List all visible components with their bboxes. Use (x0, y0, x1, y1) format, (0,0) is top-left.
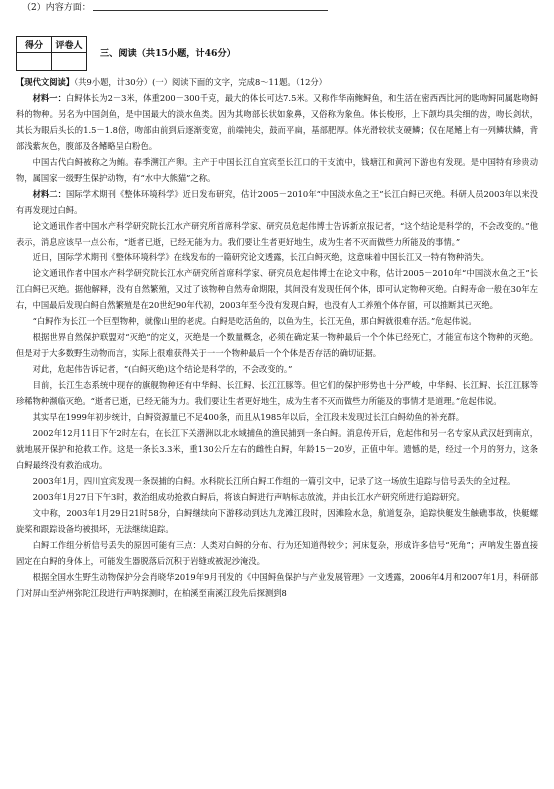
paragraph: 目前，长江生态系统中现存的旗舰物种还有中华鲟、长江鲟、长江江豚等。但它们的保护形势也十分严峻，中华鲟、长江鲟、长江江豚等珍稀物种濒临灭绝。“逝者已逝，已经无能为力。我们要让生者更好地生，成为生者不灭而做些力所能及的事情才是道理。”危起伟说。 (16, 380, 538, 407)
reading-passage (16, 75, 538, 601)
paragraph: 2003年1月27日下午3时，救治组成功抢救白鲟后，将该白鲟进行声呐标志放流，并由长江水产研究所进行追踪研究。 (32, 491, 465, 502)
paragraph: 根据全国水生野生动物保护分会肖晓华2019年9月刊发的《中国鲟鱼保护与产业发展管理》一文透露，2006年4月和2007年1月，科研部门对屏山至泸州弥陀江段进行声呐探测时，在柏溪至南溪江段先后探测到8 (16, 571, 538, 598)
material-one-label: 材料一： (32, 92, 66, 103)
paragraph: 白鲟工作组分析信号丢失的原因可能有三点：人类对白鲟的分布、行为还知道得较少；河床复杂，形成许多信号“死角”；声呐发生器直接固定在白鲟的身体上，可能发生器脱落后沉积于岩缝或被泥沙淹没。 (16, 539, 538, 566)
grader-label: 评卷人 (52, 37, 87, 53)
paragraph: 中国古代白鲟被称之为鲔。春季溯江产卵。主产于中国长江自宜宾至长江口的干支流中，钱塘江和黄河下游也有发现。是中国特有珍贵动物，属国家一级野生保护动物，有“水中大熊猫”之称。 (16, 156, 538, 183)
paragraph: 2002年12月11日下午2时左右，在长江下关潜洲以北水域捕鱼的渔民捕到一条白鲟。消息传开后，危起伟和另一名专家从武汉赶到南京，就地展开保护和抢救工作。这是一条长3.3米，重130公斤左右的雌性白鲟，年龄15－20岁，正值中年。遗憾的是，经过一个月的努力，这条白鲟最终没有救治成功。 (16, 427, 538, 470)
content-aspect-label: （2）内容方面： (22, 3, 91, 13)
score-cell (17, 53, 52, 71)
paragraph: 论文通讯作者中国水产科学研究院长江水产研究所首席科学家、研究员危起伟博士在论文中称，估计2005－2010年“中国淡水鱼之王”长江白鲟已灭绝。据他解释，没有自然繁殖，又过了该物种自然寿命期限，其间没有发现任何个体，即可认定物种灭绝。白鲟寿命一般在30年左右，中国最后发现白鲟自然繁殖是在20世纪90年代初，2003年至今没有发现白鲟，也没有人工养殖个体存留，可以推断其已灭绝。 (16, 268, 538, 311)
paragraph: 论文通讯作者中国水产科学研究院长江水产研究所首席科学家、研究员危起伟博士告诉新京报记者，“这个结论是科学的，不会改变的。”他表示，消息应该早一点公布，“逝者已逝，已经无能为力。我们要让生者更好地生，成为生者不灭而做些力所能及的事情。” (16, 220, 538, 247)
paragraph: 根据世界自然保护联盟对“灭绝”的定义，灭绝是一个数量概念，必须在确定某一物种最后一个个体已经死亡，才能宣布这个物种的灭绝。但是对于大多数野生动物而言，实际上很难获得关于一一个物种最后一个个体是否存活的确切证据。 (16, 332, 538, 359)
section-title: 三、阅读（共15小题，计46分） (100, 48, 236, 59)
grader-cell (52, 53, 87, 71)
paragraph: 2003年1月，四川宜宾发现一条误捕的白鲟。水科院长江所白鲟工作组的一篇引文中，记录了这一场放生追踪与信号丢失的全过程。 (32, 475, 516, 486)
answer-underline (93, 10, 328, 11)
paragraph: 文中称，2003年1月29日21时58分，白鲟继续向下游移动到达九龙滩江段时，因滩险水急，航道复杂，追踪快艇发生触礁事故，快艇螺旋桨和跟踪设备均被损坏，无法继续追踪。 (16, 507, 538, 534)
content-aspect-line (22, 2, 328, 14)
material-one-text: 白鲟体长为2－3米，体重200－300千克，最大的体长可达7.5米。又称作华南鲍鲟鱼，和生活在密西西比河的匙吻鲟同属匙吻鲟科的物种。另名为中国剑鱼，是中国最大的淡水鱼类。因为其吻部长状如象鼻，又俗称为象鱼。体长梭形，上下颌均具尖细的齿，吻长剑状，其长为眼后头长的1.5－1.8倍，吻部由前到后逐渐变宽，前端钝尖，鼓而平扁，基部肥厚。体光滑较状支硬鳞；仅在尾鳍上有一列鳞状鳞，背部浅紫灰色，腹部及各鳍略呈白粉色。 (16, 92, 538, 151)
score-label: 得分 (17, 37, 52, 53)
heading-label: 【现代文阅读】 (16, 77, 75, 87)
paragraph: 对此，危起伟告诉记者，“(白鲟灭绝)这个结论是科学的，不会改变的。” (32, 364, 293, 375)
paragraph: 其实早在1999年初步统计，白鲟资源量已不足400条，而且从1985年以后，全江段未发现过长江白鲟幼鱼的补充群。 (32, 412, 465, 423)
paragraph: 近日，国际学术期刊《整体环境科学》在线发布的一篇研究论文透露，长江白鲟灭绝，这意味着中国长江又一特有物种消失。 (32, 252, 489, 263)
paragraph: “白鲟作为长江一个巨型物种，就像山里的老虎。白鲟是吃活鱼的，以鱼为生，长江无鱼，那白鲟就很难存活。”危起伟说。 (32, 316, 477, 327)
material-two-paragraph (16, 187, 538, 219)
question-heading (16, 75, 538, 91)
heading-text: （共9小题，计30分）(一）阅读下面的文字，完成8～11题。（12分） (74, 77, 327, 87)
material-two-label: 材料二： (32, 188, 66, 199)
material-two-text: 国际学术期刊《整体环境科学》近日发布研究，估计2005－2010年“中国淡水鱼之王”长江白鲟已灭绝。科研人员2003年以来没有再发现过白鲟。 (16, 188, 538, 215)
material-one-paragraph (16, 91, 538, 155)
score-table (16, 36, 87, 71)
